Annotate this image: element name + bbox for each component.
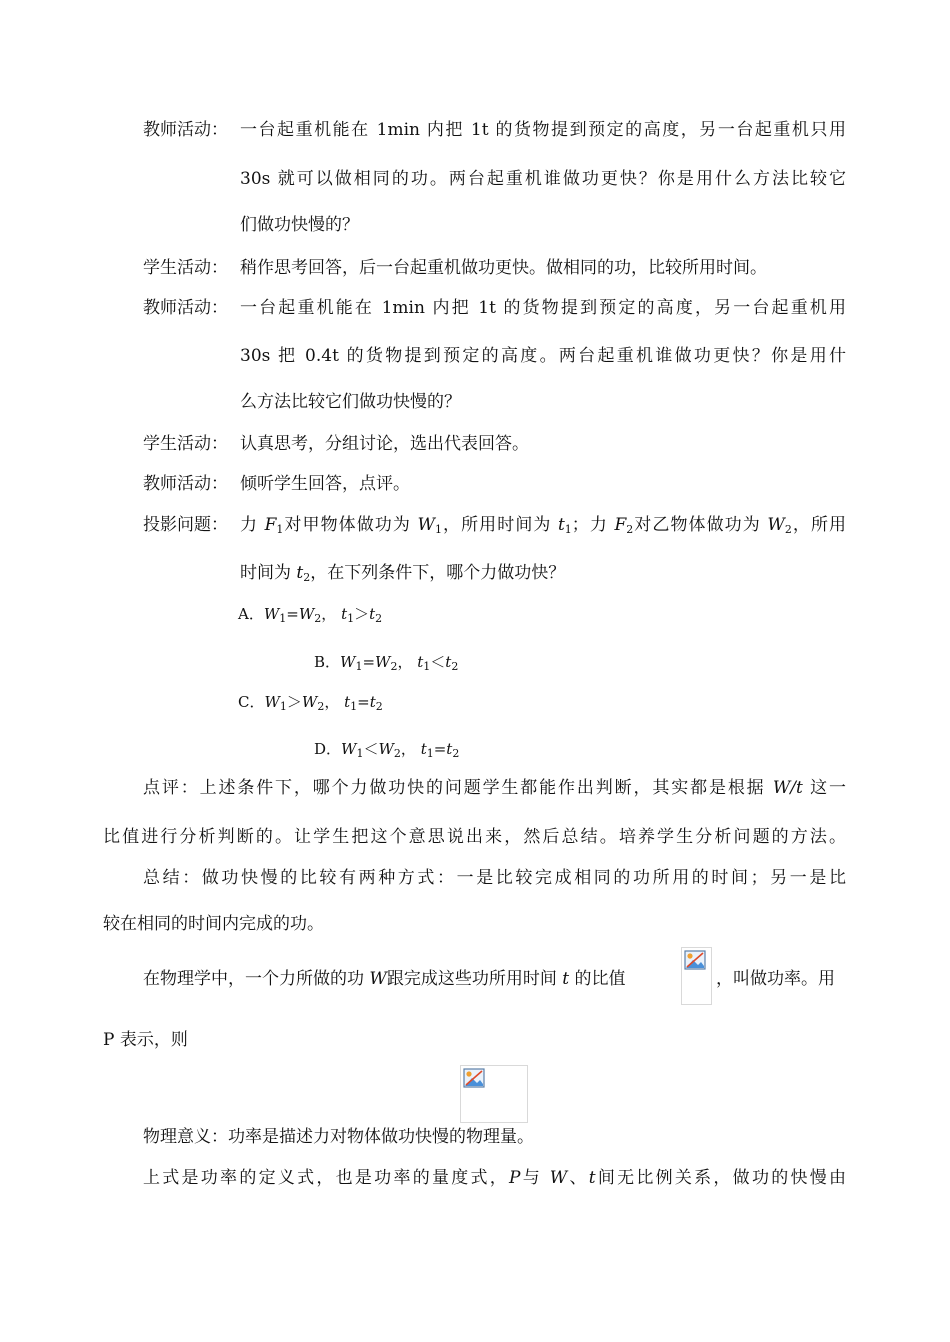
speaker-label: 投影问题： (143, 515, 228, 535)
option-a: A．$W_1=W_2$， $t_1>t_2$ (238, 605, 383, 625)
broken-image-icon (684, 950, 706, 970)
paragraph-line: 一台起重机能在 1min 内把 1t 的货物提到预定的高度，另一台起重机只用 (240, 120, 846, 140)
paragraph-line: 总结：做功快慢的比较有两种方式：一是比较完成相同的功所用的时间；另一是比 (143, 868, 846, 888)
paragraph-line: 上式是功率的定义式，也是功率的量度式，P与 W、t间无比例关系，做功的快慢由 (143, 1168, 847, 1188)
option-d: D．$W_1<W_2$， $t_1=t_2$ (314, 740, 460, 760)
formula-image (460, 1065, 528, 1123)
paragraph-line: 力 $F_1$对甲物体做功为 $W_1$，所用时间为 $t_1$；力 $F_2$对乙物体做功为 $W_2$，所用 (240, 515, 847, 536)
paragraph-line: 么方法比较它们做功快慢的？ (240, 392, 461, 412)
speaker-label: 教师活动： (143, 120, 228, 140)
paragraph-line: 倾听学生回答，点评。 (240, 474, 410, 494)
paragraph-line: 较在相同的时间内完成的功。 (103, 914, 324, 934)
paragraph-line: ，叫做功率。用 (716, 969, 835, 989)
paragraph-line: 30s 把 0.4t 的货物提到预定的高度。两台起重机谁做功更快？你是用什 (240, 346, 846, 366)
paragraph-line: 认真思考，分组讨论，选出代表回答。 (240, 434, 529, 454)
paragraph-line: 点评：上述条件下，哪个力做功快的问题学生都能作出判断，其实都是根据 W/t 这一 (143, 778, 846, 798)
speaker-label: 教师活动： (143, 474, 228, 494)
paragraph-line: 物理意义：功率是描述力对物体做功快慢的物理量。 (143, 1127, 534, 1147)
paragraph-line: 比值进行分析判断的。让学生把这个意思说出来，然后总结。培养学生分析问题的方法。 (103, 827, 846, 847)
paragraph-line: 时间为 $t_2$，在下列条件下，哪个力做功快？ (240, 563, 566, 584)
speaker-label: 学生活动： (143, 258, 228, 278)
paragraph-line: 一台起重机能在 1min 内把 1t 的货物提到预定的高度，另一台起重机用 (240, 298, 846, 318)
speaker-label: 学生活动： (143, 434, 228, 454)
paragraph-line: 在物理学中，一个力所做的功 W跟完成这些功所用时间 t 的比值 (143, 969, 626, 989)
speaker-label: 教师活动： (143, 298, 228, 318)
paragraph-line: 稍作思考回答，后一台起重机做功更快。做相同的功，比较所用时间。 (240, 258, 767, 278)
broken-image-icon (463, 1068, 485, 1088)
option-c: C．$W_1>W_2$， $t_1=t_2$ (238, 693, 383, 713)
option-b: B．$W_1=W_2$， $t_1<t_2$ (314, 653, 459, 673)
paragraph-line: P 表示，则 (103, 1030, 188, 1050)
paragraph-line: 30s 就可以做相同的功。两台起重机谁做功更快？你是用什么方法比较它 (240, 169, 846, 189)
formula-image (681, 947, 712, 1005)
paragraph-line: 们做功快慢的？ (240, 215, 359, 235)
